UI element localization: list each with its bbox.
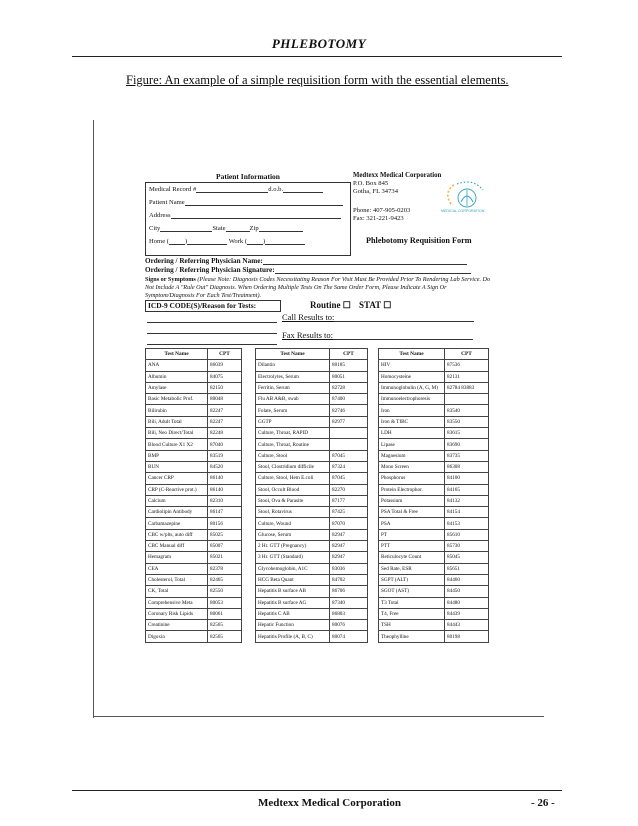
test-name-cell: SGPT (ALT) <box>379 574 445 585</box>
test-name-cell: Cholesterol, Total <box>146 574 208 585</box>
test-name-cell: SGOT (AST) <box>379 586 445 597</box>
cpt-code-cell: 87045 <box>330 473 368 484</box>
cpt-code-cell: 86706 <box>330 586 368 597</box>
test-name-cell: T3 Total <box>379 597 445 608</box>
table-row[interactable] <box>256 518 368 529</box>
test-name-cell: Culture, Throat, Routine <box>256 439 330 450</box>
test-name-cell: Magnesium <box>379 450 445 461</box>
table-row[interactable] <box>146 405 242 416</box>
ordering-physician-signature: Ordering / Referring Physician Signature: <box>145 266 471 274</box>
cpt-code-cell: 82784 83883 <box>445 382 489 393</box>
test-name-cell: PSA <box>379 518 445 529</box>
table-row[interactable] <box>146 586 242 597</box>
test-name-cell: Culture, Throat, RAPID <box>256 428 330 439</box>
city-label: City <box>149 225 161 232</box>
city-line <box>149 225 303 232</box>
table-row[interactable] <box>256 484 368 495</box>
state-label: State <box>212 225 226 232</box>
test-name-cell: Stool, Ova & Parasite <box>256 495 330 506</box>
table-row[interactable] <box>256 586 368 597</box>
test-name-cell: BUN <box>146 461 208 472</box>
test-name-cell: Theophylline <box>379 631 445 642</box>
test-name-cell: T4, Free <box>379 608 445 619</box>
cpt-code-cell: 80048 <box>208 394 242 405</box>
address-label: Address <box>149 212 171 219</box>
cpt-code-cell: 80074 <box>330 631 368 642</box>
table-row[interactable] <box>256 439 368 450</box>
table-row[interactable] <box>379 631 489 642</box>
medical-record-label: Medical Record # <box>149 186 197 193</box>
table-row[interactable] <box>146 608 242 619</box>
test-name-cell: Homocysteine <box>379 371 445 382</box>
cpt-code-cell: 85651 <box>445 563 489 574</box>
company-phone: Phone: 407-905-0203 <box>353 207 411 215</box>
test-name-header: Test Name <box>379 349 445 360</box>
cpt-code-cell: 84439 <box>445 608 489 619</box>
table-row[interactable] <box>146 563 242 574</box>
cpt-code-cell: 84165 <box>445 484 489 495</box>
table-row[interactable] <box>379 529 489 540</box>
test-name-cell: Blood Culture X1 X2 <box>146 439 208 450</box>
table-row[interactable] <box>379 405 489 416</box>
cpt-code-cell: 80156 <box>208 518 242 529</box>
cpt-code-cell: 82247 <box>208 405 242 416</box>
table-row[interactable] <box>379 394 489 405</box>
table-row[interactable] <box>379 552 489 563</box>
test-name-cell: Stool, Clostridium difficile <box>256 461 330 472</box>
test-name-cell: Folate, Serum <box>256 405 330 416</box>
cpt-code-cell: 84702 <box>330 574 368 585</box>
table-row[interactable] <box>379 371 489 382</box>
table-row[interactable] <box>146 428 242 439</box>
test-name-cell: Carbamazepine <box>146 518 208 529</box>
test-name-cell: Amylase <box>146 382 208 393</box>
zip-label: Zip <box>249 225 259 232</box>
cpt-code-cell: 82465 <box>208 574 242 585</box>
test-name-cell: TSH <box>379 620 445 631</box>
cpt-code-cell: 80185 <box>330 360 368 371</box>
ordering-physician-name: Ordering / Referring Physician Name: <box>145 257 467 265</box>
cpt-code-cell: 86039 <box>208 360 242 371</box>
home-label: Home ( <box>149 238 169 245</box>
company-fax: Fax: 321-221-9423 <box>353 214 404 222</box>
patient-name-line <box>149 199 343 206</box>
table-row[interactable] <box>146 597 242 608</box>
test-name-cell: PT <box>379 529 445 540</box>
test-name-cell: Iron & TIBC <box>379 416 445 427</box>
table-row[interactable] <box>256 495 368 506</box>
test-name-cell: LDH <box>379 428 445 439</box>
cpt-code-cell: 82270 <box>330 484 368 495</box>
cpt-header: CPT <box>445 349 489 360</box>
cpt-code-cell: 84100 <box>445 473 489 484</box>
cpt-code-cell: 82947 <box>330 552 368 563</box>
table-row[interactable] <box>256 552 368 563</box>
cpt-code-cell: 86140 <box>208 473 242 484</box>
cpt-table-2 <box>255 348 368 643</box>
cpt-code-cell: 84443 <box>445 620 489 631</box>
table-row[interactable] <box>256 416 368 427</box>
cpt-code-cell: 85021 <box>208 552 242 563</box>
patient-name-label: Patient Name <box>149 199 185 206</box>
cpt-code-cell: 82550 <box>208 586 242 597</box>
test-name-cell: Coronary Risk Lipids <box>146 608 208 619</box>
work-label: Work ( <box>228 238 248 245</box>
cpt-header: CPT <box>330 349 368 360</box>
cpt-code-cell: 82248 <box>208 428 242 439</box>
table-row[interactable] <box>379 382 489 393</box>
cpt-code-cell: 87040 <box>208 439 242 450</box>
company-po: P.O. Box 845 <box>353 179 389 187</box>
cpt-code-cell: 87340 <box>330 597 368 608</box>
running-header: PHLEBOTOMY <box>271 36 367 51</box>
test-name-cell: Digoxin <box>146 631 208 642</box>
icd-line-2[interactable] <box>147 333 277 334</box>
test-name-cell: GGTP <box>256 416 330 427</box>
table-row[interactable] <box>379 484 489 495</box>
table-row[interactable] <box>379 360 489 371</box>
table-row[interactable] <box>379 450 489 461</box>
table-row[interactable] <box>146 461 242 472</box>
patient-info-title: Patient Information <box>216 172 280 181</box>
table-row[interactable] <box>379 461 489 472</box>
table-row[interactable] <box>256 574 368 585</box>
call-results-line[interactable]: Call Results to: <box>282 312 474 322</box>
cpt-code-cell: 85045 <box>445 552 489 563</box>
cpt-code-cell: 86308 <box>445 461 489 472</box>
table-row[interactable] <box>256 405 368 416</box>
cpt-code-cell: 82131 <box>445 371 489 382</box>
table-row[interactable] <box>379 495 489 506</box>
table-row[interactable] <box>256 450 368 461</box>
cpt-code-cell: 87324 <box>330 461 368 472</box>
test-name-cell: Comprehensive Meta <box>146 597 208 608</box>
test-name-cell: BMP <box>146 450 208 461</box>
routine-checkbox[interactable]: Routine ☐ <box>310 300 351 310</box>
cpt-code-cell: 82947 <box>330 529 368 540</box>
table-row[interactable] <box>256 461 368 472</box>
table-row[interactable] <box>146 529 242 540</box>
footer-company: Medtexx Medical Corporation <box>258 797 401 809</box>
table-row[interactable] <box>146 394 242 405</box>
test-name-cell: Cancer CRP <box>146 473 208 484</box>
cpt-code-cell: 80061 <box>208 608 242 619</box>
test-name-cell: Calcium <box>146 495 208 506</box>
test-name-cell: Glycohemoglobin, A1C <box>256 563 330 574</box>
table-row[interactable] <box>256 597 368 608</box>
table-row[interactable] <box>146 484 242 495</box>
cpt-code-cell: 83519 <box>208 450 242 461</box>
table-row[interactable] <box>379 586 489 597</box>
cpt-code-cell: 82977 <box>330 416 368 427</box>
cpt-code-cell: 86140 <box>208 484 242 495</box>
company-city: Gotha, FL 34734 <box>353 187 398 195</box>
cpt-code-cell <box>445 394 489 405</box>
table-row[interactable] <box>379 563 489 574</box>
table-row[interactable] <box>256 620 368 631</box>
cpt-code-cell: 82728 <box>330 382 368 393</box>
phone-line: Home ( ) Work ( ) <box>149 238 305 245</box>
table-row[interactable] <box>379 507 489 518</box>
table-row[interactable] <box>146 382 242 393</box>
table-row[interactable] <box>256 507 368 518</box>
test-name-cell: Lipase <box>379 439 445 450</box>
test-name-cell: Sed Rate, ESR <box>379 563 445 574</box>
table-row[interactable] <box>146 518 242 529</box>
test-name-cell: ANA <box>146 360 208 371</box>
cpt-code-cell: 83735 <box>445 450 489 461</box>
test-name-cell: Bili, Adult Total <box>146 416 208 427</box>
cpt-code-cell: 84132 <box>445 495 489 506</box>
table-row[interactable] <box>146 552 242 563</box>
table-row[interactable] <box>379 439 489 450</box>
company-info <box>353 172 441 223</box>
signs-symptoms <box>145 276 493 299</box>
test-name-cell: PTT <box>379 541 445 552</box>
cpt-code-cell <box>330 428 368 439</box>
table-header-row <box>256 349 368 360</box>
table-row[interactable] <box>379 416 489 427</box>
test-name-cell: Hepatitis C AB <box>256 608 330 619</box>
cpt-code-cell: 87425 <box>330 507 368 518</box>
test-name-cell: Stool, Occult Blood <box>256 484 330 495</box>
cpt-code-cell: 82947 <box>330 541 368 552</box>
fax-results-line[interactable]: Fax Results to: <box>282 330 473 340</box>
table-row[interactable] <box>256 529 368 540</box>
cpt-table-3 <box>378 348 489 643</box>
test-name-cell: Phosphorus <box>379 473 445 484</box>
table-row[interactable] <box>146 439 242 450</box>
signs-label: Signs or Symptoms <box>145 276 196 283</box>
test-name-cell: Bili, Neo Direct/Total <box>146 428 208 439</box>
patient-info-box <box>145 182 351 256</box>
table-row[interactable] <box>379 428 489 439</box>
test-name-cell: Reticulocyte Count <box>379 552 445 563</box>
table-row[interactable] <box>256 631 368 642</box>
table-row[interactable] <box>146 574 242 585</box>
test-name-cell: Immunoglobulin (A, G, M) <box>379 382 445 393</box>
cpt-code-cell: 83615 <box>445 428 489 439</box>
cpt-code-cell: 80053 <box>208 597 242 608</box>
requisition-title: Phlebotomy Requisition Form <box>366 236 472 245</box>
table-row[interactable] <box>146 495 242 506</box>
test-name-cell: CK, Total <box>146 586 208 597</box>
test-name-cell: HIV <box>379 360 445 371</box>
dob-label: d.o.b. <box>268 186 284 193</box>
table-header-row <box>379 349 489 360</box>
test-name-header: Test Name <box>256 349 330 360</box>
test-name-cell: Hemagram <box>146 552 208 563</box>
test-name-cell: Flu AB A&B, swab <box>256 394 330 405</box>
test-name-cell: 2 Hr. GTT (Pregnancy) <box>256 541 330 552</box>
test-name-cell: CEA <box>146 563 208 574</box>
table-row[interactable] <box>379 608 489 619</box>
table-row[interactable] <box>146 541 242 552</box>
table-row[interactable] <box>146 450 242 461</box>
test-name-header: Test Name <box>146 349 208 360</box>
header-rule <box>72 56 562 57</box>
test-name-cell: Hepatitis B surface AG <box>256 597 330 608</box>
test-name-cell: Electrolytes, Serum <box>256 371 330 382</box>
test-name-cell: Ferritin, Serum <box>256 382 330 393</box>
cpt-code-cell: 84480 <box>445 597 489 608</box>
test-name-cell: Hepatic Function <box>256 620 330 631</box>
medical-record-line <box>149 186 323 193</box>
test-name-cell: CBC w/plts, auto diff <box>146 529 208 540</box>
cpt-code-cell: 84520 <box>208 461 242 472</box>
test-name-cell: Culture, Stool, Hem E.coli <box>256 473 330 484</box>
test-name-cell: Hepatitis B surface AB <box>256 586 330 597</box>
table-row[interactable] <box>379 518 489 529</box>
table-row[interactable] <box>146 507 242 518</box>
signs-note: (Please Note: Diagnosis Codes Necessitating Reason For Visit Must Be Provided Prior To Rendering Lab Service. Do Not Include A "Rule Out" Diagnosis. When Ordering Multiple Tests On The Same Order Form, Please Indicate A Sign Or Symptom/Diagnosis For Each Test/Treatment). <box>145 276 491 299</box>
table-header-row <box>146 349 242 360</box>
cpt-code-cell: 87536 <box>445 360 489 371</box>
test-name-cell: Protein Electrophor. <box>379 484 445 495</box>
cpt-code-cell: 86147 <box>208 507 242 518</box>
page-number: - 26 - <box>531 797 555 809</box>
logo-text: MEDICAL CORPORATION <box>441 209 485 213</box>
test-name-cell: HCG Beta Quant <box>256 574 330 585</box>
table-row[interactable] <box>146 360 242 371</box>
table-row[interactable] <box>146 473 242 484</box>
test-name-cell: Hepatitis Profile (A, B, C) <box>256 631 330 642</box>
company-logo <box>433 178 499 218</box>
test-name-cell: Culture, Stool <box>256 450 330 461</box>
cpt-code-cell: 84460 <box>445 574 489 585</box>
test-name-cell: Dilantin <box>256 360 330 371</box>
cpt-code-cell: 83550 <box>445 416 489 427</box>
test-name-cell: Albumin <box>146 371 208 382</box>
test-name-cell: Immunoelectrophoresis <box>379 394 445 405</box>
cpt-code-cell: 87070 <box>330 518 368 529</box>
cpt-code-cell: 83690 <box>445 439 489 450</box>
table-row[interactable] <box>256 563 368 574</box>
test-name-cell: Cardiolipin Antibody <box>146 507 208 518</box>
test-name-cell: PSA Total & Free <box>379 507 445 518</box>
test-name-cell: Creatinine <box>146 620 208 631</box>
company-name: Medtexx Medical Corporation <box>353 172 442 179</box>
test-name-cell: CBC Manual diff <box>146 541 208 552</box>
table-row[interactable] <box>146 416 242 427</box>
cpt-code-cell <box>330 439 368 450</box>
cpt-code-cell: 87177 <box>330 495 368 506</box>
cpt-code-cell: 82150 <box>208 382 242 393</box>
test-name-cell: Potassium <box>379 495 445 506</box>
cpt-code-cell: 87045 <box>330 450 368 461</box>
cpt-code-cell: 82565 <box>208 620 242 631</box>
icd-line-3[interactable] <box>147 344 277 345</box>
test-name-cell: CRP (C-Reactive prot.) <box>146 484 208 495</box>
figure-caption: Figure: An example of a simple requisition form with the essential elements. <box>126 73 509 87</box>
test-name-cell: Stool, Rotavirus <box>256 507 330 518</box>
cpt-code-cell: 80198 <box>445 631 489 642</box>
cpt-code-cell: 82378 <box>208 563 242 574</box>
table-row[interactable] <box>146 620 242 631</box>
table-row[interactable] <box>256 360 368 371</box>
cpt-code-cell: 83540 <box>445 405 489 416</box>
test-name-cell: Basic Metabolic Prof. <box>146 394 208 405</box>
icd-label: ICD-9 CODE(S)/Reason for Tests: <box>145 300 281 312</box>
icd-line-1[interactable] <box>147 322 277 323</box>
cpt-code-cell: 86803 <box>330 608 368 619</box>
test-name-cell: Mono Screen <box>379 461 445 472</box>
cpt-code-cell: 85007 <box>208 541 242 552</box>
cpt-code-cell: 82746 <box>330 405 368 416</box>
table-row[interactable] <box>256 394 368 405</box>
cpt-header: CPT <box>208 349 242 360</box>
cpt-code-cell: 85610 <box>445 529 489 540</box>
table-row[interactable] <box>379 473 489 484</box>
cpt-code-cell: 82310 <box>208 495 242 506</box>
cpt-code-cell: 84450 <box>445 586 489 597</box>
test-name-cell: Bilirubin <box>146 405 208 416</box>
cpt-code-cell: 85025 <box>208 529 242 540</box>
table-row[interactable] <box>256 371 368 382</box>
table-row[interactable] <box>379 574 489 585</box>
test-name-cell: Glucose, Serum <box>256 529 330 540</box>
test-name-cell: Culture, Wound <box>256 518 330 529</box>
table-row[interactable] <box>146 371 242 382</box>
figure-frame-left <box>93 120 94 718</box>
cpt-code-cell: 80051 <box>330 371 368 382</box>
table-row[interactable] <box>256 608 368 619</box>
stat-checkbox[interactable]: STAT ☐ <box>359 300 392 310</box>
cpt-code-cell: 82565 <box>208 631 242 642</box>
cpt-code-cell: 83036 <box>330 563 368 574</box>
cpt-code-cell: 82247 <box>208 416 242 427</box>
cpt-code-cell: 87400 <box>330 394 368 405</box>
footer-rule <box>72 790 562 791</box>
table-row[interactable] <box>256 428 368 439</box>
test-name-cell: 3 Hr. GTT (Standard) <box>256 552 330 563</box>
cpt-code-cell: 85730 <box>445 541 489 552</box>
table-row[interactable] <box>379 597 489 608</box>
table-row[interactable] <box>256 541 368 552</box>
figure-frame-bottom <box>93 716 544 717</box>
table-row[interactable] <box>256 473 368 484</box>
cpt-code-cell: 84075 <box>208 371 242 382</box>
table-row[interactable] <box>379 620 489 631</box>
cpt-code-cell: 84154 <box>445 507 489 518</box>
table-row[interactable] <box>256 382 368 393</box>
test-name-cell: Iron <box>379 405 445 416</box>
table-row[interactable] <box>379 541 489 552</box>
cpt-code-cell: 80076 <box>330 620 368 631</box>
table-row[interactable] <box>146 631 242 642</box>
cpt-code-cell: 84153 <box>445 518 489 529</box>
address-line <box>149 212 341 219</box>
cpt-table-1 <box>145 348 242 643</box>
